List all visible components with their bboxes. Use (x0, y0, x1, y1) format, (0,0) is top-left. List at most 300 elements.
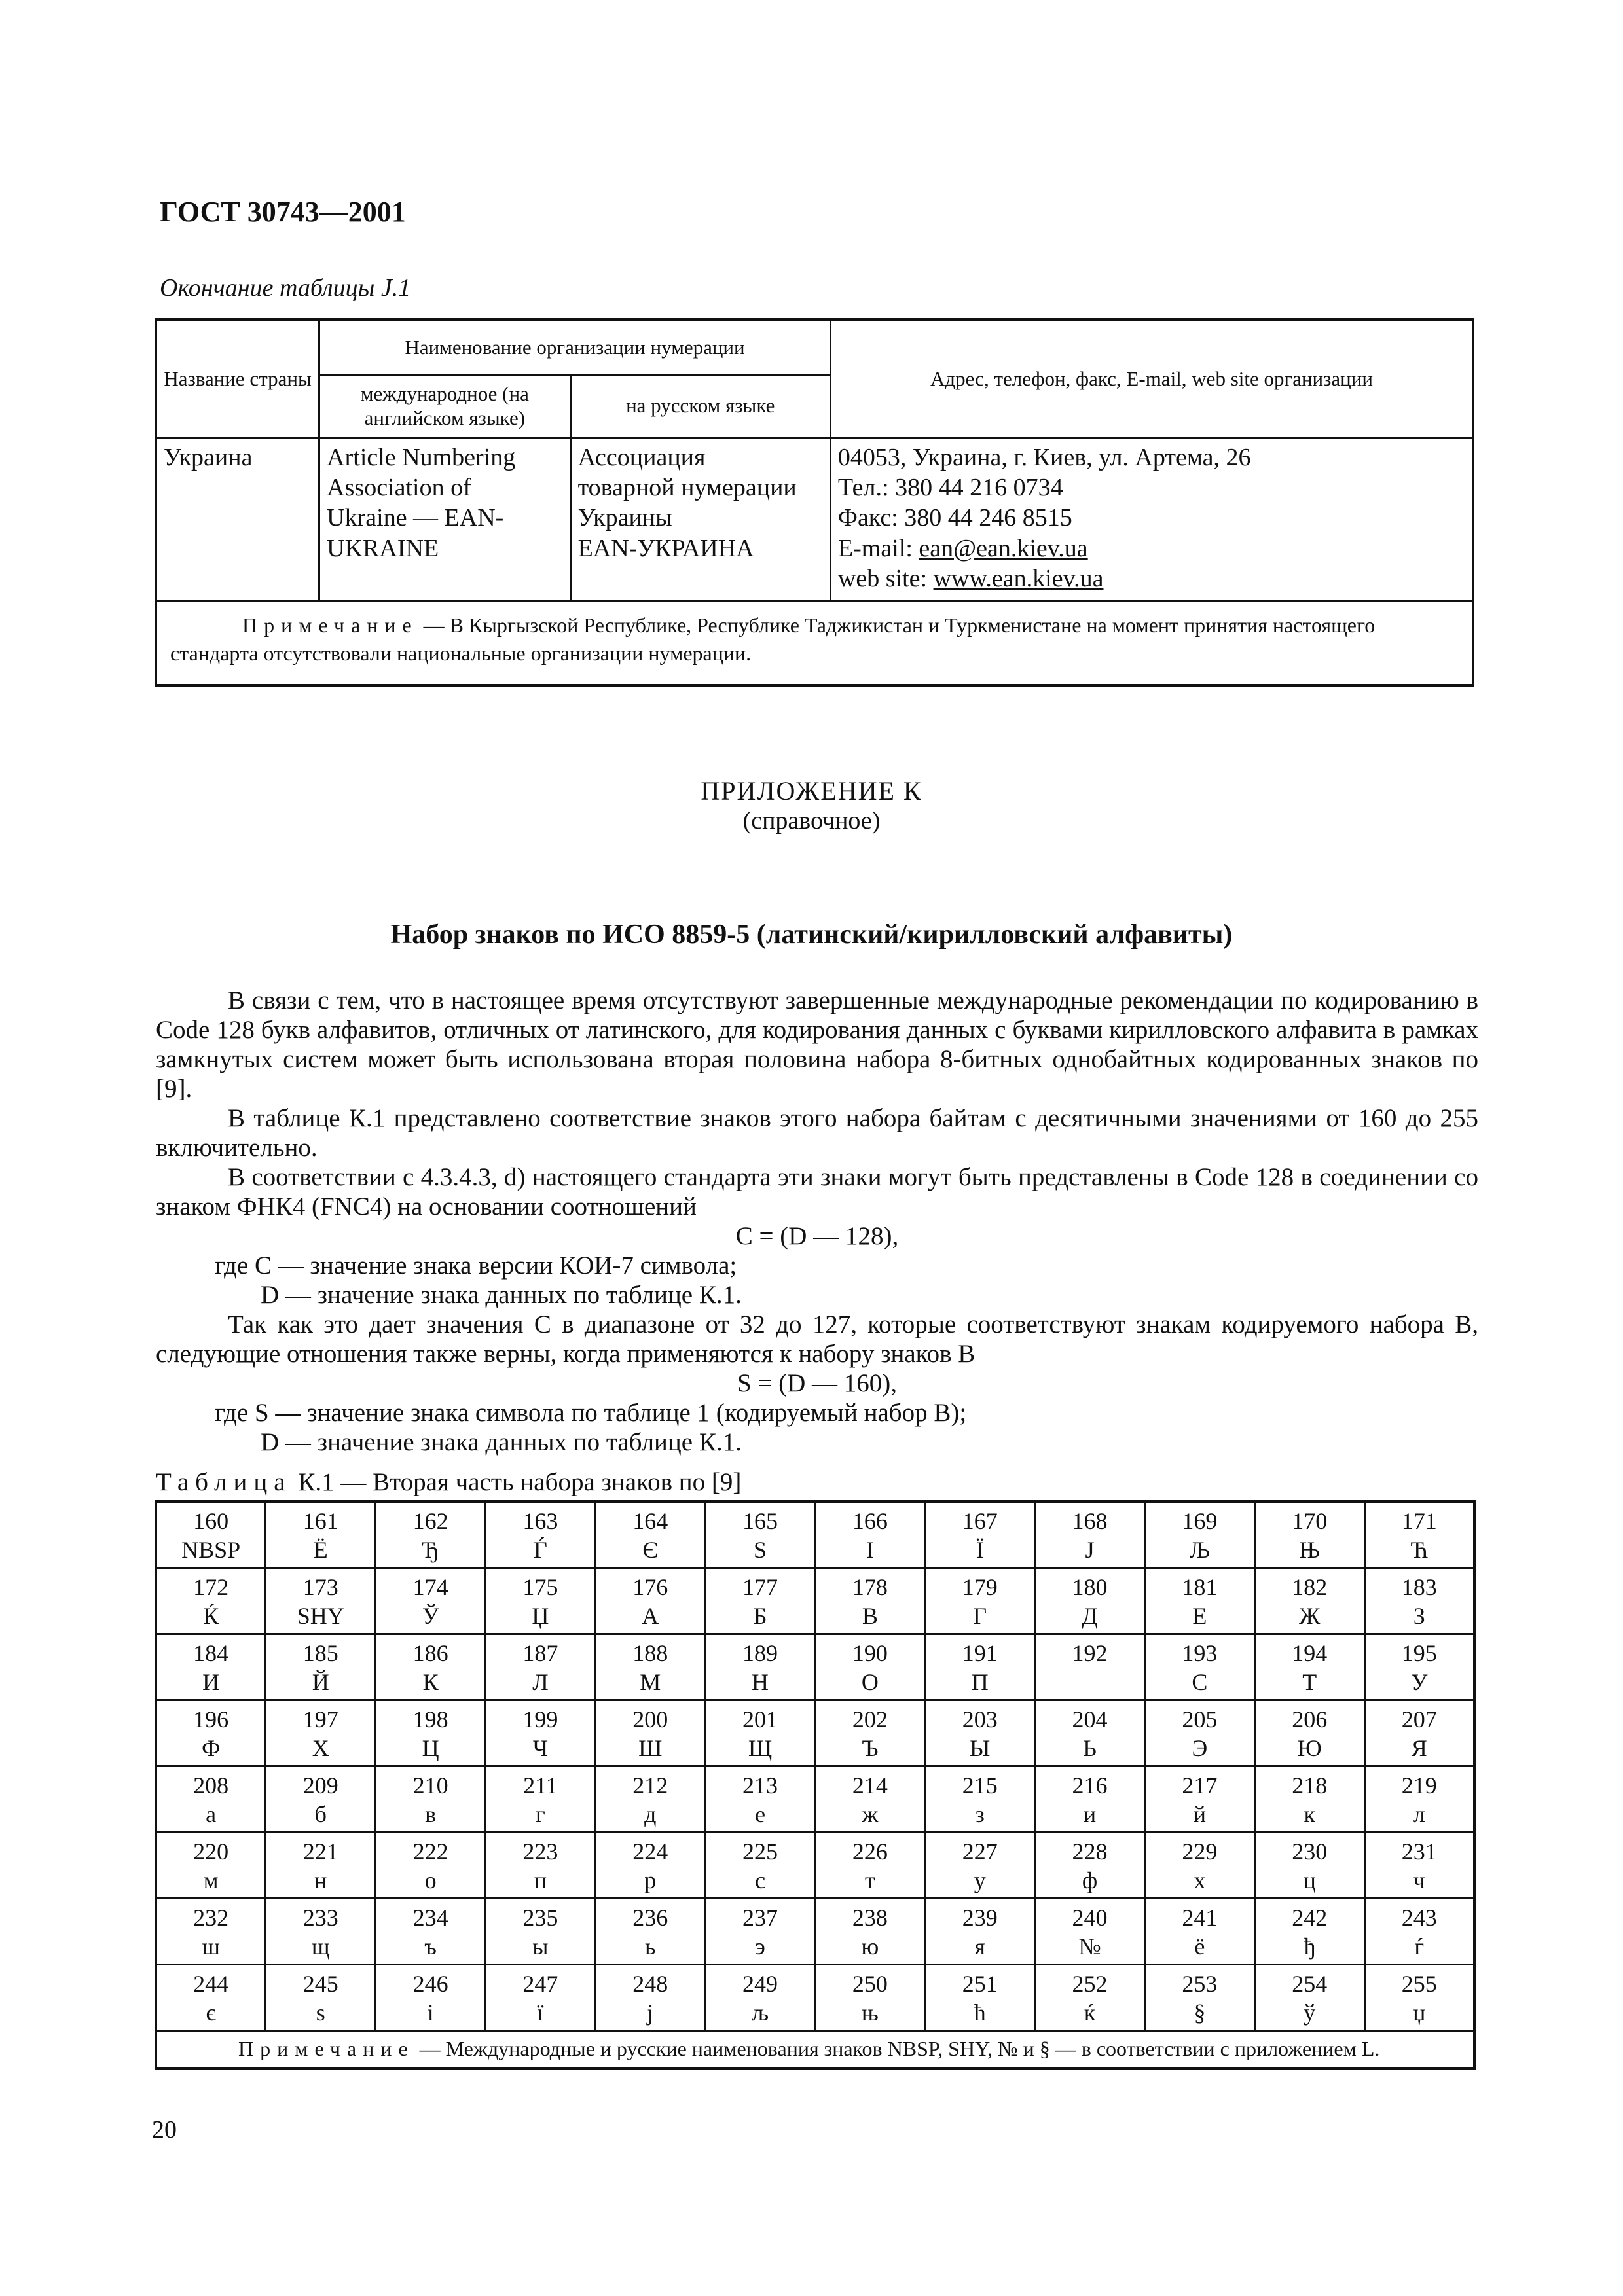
table-row (156, 437, 1473, 601)
char-cell (595, 1700, 705, 1767)
char-cell (1254, 1965, 1364, 2031)
char-glyph: Ѕ (754, 1537, 767, 1563)
char-glyph: е (755, 1801, 766, 1827)
char-code: 197 (302, 1706, 338, 1732)
char-glyph: њ (861, 2000, 879, 2026)
char-cell (705, 1767, 815, 1833)
char-glyph: М (640, 1669, 661, 1695)
char-cell (266, 1700, 376, 1767)
note-label: Примечание (242, 613, 418, 637)
char-code: 196 (193, 1706, 229, 1732)
char-glyph: щ (311, 1933, 330, 1960)
char-cell (815, 1899, 925, 1965)
document-header: ГОСТ 30743—2001 (160, 196, 406, 228)
char-code: 246 (412, 1971, 448, 1997)
char-glyph: NBSP (181, 1537, 241, 1563)
char-glyph: ѕ (316, 2000, 325, 2026)
char-code: 190 (852, 1640, 888, 1666)
appendix-title: ПРИЛОЖЕНИЕ К (701, 776, 922, 806)
char-cell (705, 1501, 815, 1568)
char-code: 248 (632, 1971, 668, 1997)
char-glyph: Љ (1189, 1537, 1211, 1563)
char-glyph: й (1193, 1801, 1206, 1827)
char-code: 181 (1182, 1574, 1218, 1600)
table-note (156, 2031, 1474, 2069)
char-code: 231 (1401, 1839, 1437, 1865)
char-cell (815, 1501, 925, 1568)
char-glyph: і (427, 2000, 434, 2026)
char-glyph: ѓ (1414, 1933, 1425, 1960)
char-code: 184 (193, 1640, 229, 1666)
char-code: 192 (1072, 1640, 1108, 1666)
char-cell (266, 1634, 376, 1700)
char-glyph: О (861, 1669, 879, 1695)
char-code: 221 (302, 1839, 338, 1865)
char-code: 240 (1072, 1905, 1108, 1931)
header-russian-name: на русском языке (570, 374, 830, 437)
cell-country: Украина (156, 437, 319, 601)
char-code: 228 (1072, 1839, 1108, 1865)
char-glyph: к (1304, 1801, 1315, 1827)
char-cell (1254, 1634, 1364, 1700)
char-code: 205 (1182, 1706, 1218, 1732)
char-cell (485, 1501, 595, 1568)
char-code: 164 (632, 1508, 668, 1534)
char-glyph: х (1194, 1867, 1206, 1893)
char-glyph: ы (532, 1933, 549, 1960)
char-glyph: Џ (532, 1603, 549, 1629)
char-cell (815, 1965, 925, 2031)
char-glyph: Ш (638, 1735, 663, 1761)
char-code: 244 (193, 1971, 229, 1997)
char-glyph: т (865, 1867, 875, 1893)
char-code: 206 (1292, 1706, 1328, 1732)
char-code: 230 (1292, 1839, 1328, 1865)
char-glyph: ц (1303, 1867, 1316, 1893)
char-glyph: § (1194, 2000, 1206, 2026)
char-cell (1364, 1634, 1474, 1700)
char-code: 179 (962, 1574, 998, 1600)
char-glyph: љ (751, 2000, 769, 2026)
char-glyph: Њ (1299, 1537, 1320, 1563)
char-cell (705, 1899, 815, 1965)
char-code: 234 (412, 1905, 448, 1931)
char-code: 170 (1292, 1508, 1328, 1534)
char-glyph: р (644, 1867, 657, 1893)
char-cell (376, 1568, 486, 1634)
char-glyph: д (644, 1801, 657, 1827)
char-cell (815, 1833, 925, 1899)
char-cell (1035, 1767, 1145, 1833)
char-glyph: Ж (1299, 1603, 1321, 1629)
char-code: 188 (632, 1640, 668, 1666)
char-glyph: Е (1192, 1603, 1207, 1629)
char-glyph: б (314, 1801, 327, 1827)
char-code: 198 (412, 1706, 448, 1732)
char-glyph: н (314, 1867, 327, 1893)
text-line: Association of (327, 473, 471, 501)
char-code: 219 (1401, 1772, 1437, 1799)
char-glyph: Ѓ (533, 1537, 547, 1563)
char-code: 214 (852, 1772, 888, 1799)
char-code: 224 (632, 1839, 668, 1865)
char-code: 183 (1401, 1574, 1437, 1600)
char-cell (815, 1568, 925, 1634)
char-cell (595, 1568, 705, 1634)
cell-contacts (830, 437, 1473, 601)
char-cell (1144, 1833, 1254, 1899)
char-glyph: Ю (1297, 1735, 1322, 1761)
address-line: 04053, Украина, г. Киев, ул. Артема, 26 (837, 443, 1251, 471)
char-cell (1035, 1501, 1145, 1568)
table-row (156, 1899, 1474, 1965)
text-line: EAN-УКРАИНА (577, 534, 754, 562)
char-code: 202 (852, 1706, 888, 1732)
header-org-name: Наименование организации нумерации (319, 319, 831, 374)
char-code: 204 (1072, 1706, 1108, 1732)
char-cell (266, 1568, 376, 1634)
char-glyph: Х (312, 1735, 329, 1761)
char-glyph: ў (1304, 2000, 1316, 2026)
char-code: 235 (522, 1905, 558, 1931)
char-cell (1364, 1833, 1474, 1899)
web-line (838, 564, 1465, 594)
header-country: Название страны (156, 319, 319, 437)
char-cell (925, 1965, 1035, 2031)
char-cell (1144, 1899, 1254, 1965)
char-cell (1144, 1501, 1254, 1568)
char-glyph: К (422, 1669, 439, 1695)
char-cell (595, 1965, 705, 2031)
char-code: 232 (193, 1905, 229, 1931)
char-glyph: ї (537, 2000, 544, 2026)
char-code: 193 (1182, 1640, 1218, 1666)
char-code: 216 (1072, 1772, 1108, 1799)
char-code: 223 (522, 1839, 558, 1865)
cell-intl-name (319, 437, 570, 601)
char-cell (1364, 1501, 1474, 1568)
email-link[interactable]: ean@ean.kiev.ua (919, 534, 1088, 562)
char-glyph: Ё (313, 1537, 328, 1563)
char-code: 212 (632, 1772, 668, 1799)
definition: где C — значение знака версии КОИ-7 символа; (215, 1251, 737, 1280)
char-code: 225 (742, 1839, 778, 1865)
char-cell (156, 1700, 266, 1767)
phone-line: Тел.: 380 44 216 0734 (837, 473, 1063, 501)
char-glyph: ж (862, 1801, 879, 1827)
char-glyph: э (755, 1933, 765, 1960)
table-row (156, 1634, 1474, 1700)
char-cell (815, 1634, 925, 1700)
char-glyph: ч (1413, 1867, 1425, 1893)
char-code: 178 (852, 1574, 888, 1600)
char-code: 249 (742, 1971, 778, 1997)
char-glyph: Ц (422, 1735, 439, 1761)
char-cell (266, 1899, 376, 1965)
text-line: Ukraine — EAN- (327, 504, 504, 532)
char-cell (376, 1634, 486, 1700)
char-cell (595, 1634, 705, 1700)
text-line: Article Numbering (327, 443, 516, 471)
note-text: — Международные и русские наименования знаков NBSP, SHY, № и § — в соответствии с приложением L. (414, 2037, 1380, 2060)
char-code: 226 (852, 1839, 888, 1865)
char-cell (266, 1767, 376, 1833)
char-code: 250 (852, 1971, 888, 1997)
body-text (156, 986, 1478, 1457)
char-glyph: м (203, 1867, 219, 1893)
char-cell (1144, 1700, 1254, 1767)
char-cell (925, 1833, 1035, 1899)
char-code: 222 (412, 1839, 448, 1865)
char-cell (1144, 1965, 1254, 2031)
char-glyph: З (1413, 1603, 1425, 1629)
char-glyph: ь (645, 1933, 656, 1960)
note-text: — В Кыргызской Республике, Республике Таджикистан и Туркменистане на момент принятия настоящего стандарта отсутствовали национальные организации нумерации. (170, 613, 1376, 665)
caption-text: К.1 — Вторая часть набора знаков по [9] (291, 1468, 742, 1496)
table-row (156, 1700, 1474, 1767)
char-glyph: № (1078, 1933, 1101, 1960)
char-glyph: ю (861, 1933, 879, 1960)
char-code: 189 (742, 1640, 778, 1666)
char-code: 215 (962, 1772, 998, 1799)
char-cell (595, 1899, 705, 1965)
char-glyph: Л (532, 1669, 549, 1695)
char-cell (1364, 1899, 1474, 1965)
char-glyph: Г (973, 1603, 987, 1629)
char-glyph: Ћ (1410, 1537, 1429, 1563)
char-cell (1144, 1767, 1254, 1833)
char-cell (925, 1899, 1035, 1965)
char-code: 160 (193, 1508, 229, 1534)
char-glyph: ё (1194, 1933, 1205, 1960)
char-cell (266, 1965, 376, 2031)
char-glyph: У (1411, 1669, 1428, 1695)
char-glyph: Д (1082, 1603, 1098, 1629)
char-code: 254 (1292, 1971, 1328, 1997)
char-cell (376, 1965, 486, 2031)
char-glyph: ђ (1304, 1933, 1315, 1960)
char-code: 162 (412, 1508, 448, 1534)
char-cell (485, 1634, 595, 1700)
text-line: Ассоциация (577, 443, 706, 471)
char-glyph: А (642, 1603, 659, 1629)
char-code: 171 (1401, 1508, 1437, 1534)
char-glyph: з (975, 1801, 985, 1827)
char-code: 174 (412, 1574, 448, 1600)
char-glyph: в (425, 1801, 437, 1827)
char-code: 253 (1182, 1971, 1218, 1997)
organization-table (155, 318, 1474, 687)
text-line: товарной нумерации (577, 473, 797, 501)
char-code: 176 (632, 1574, 668, 1600)
definition: где S — значение знака символа по таблице 1 (кодируемый набор B); (215, 1399, 967, 1427)
char-glyph: Й (312, 1669, 329, 1695)
char-cell (1035, 1965, 1145, 2031)
email-line (838, 533, 1465, 564)
definition: D — значение знака данных по таблице К.1. (261, 1281, 742, 1309)
char-code: 167 (962, 1508, 998, 1534)
char-cell (1364, 1568, 1474, 1634)
char-code: 239 (962, 1905, 998, 1931)
char-code: 238 (852, 1905, 888, 1931)
website-link[interactable]: www.ean.kiev.ua (933, 564, 1104, 592)
char-code: 166 (852, 1508, 888, 1534)
char-cell (1364, 1700, 1474, 1767)
char-code: 185 (302, 1640, 338, 1666)
char-glyph: Я (1411, 1735, 1427, 1761)
char-cell (705, 1634, 815, 1700)
char-code: 220 (193, 1839, 229, 1865)
char-code: 247 (522, 1971, 558, 1997)
paragraph: В соответствии с 4.3.4.3, d) настоящего стандарта эти знаки могут быть представлены в Code 128 в соединении со знаком ФНК4 (FNC4) на основании соотношений (156, 1163, 1478, 1221)
char-code: 237 (742, 1905, 778, 1931)
char-cell (1035, 1568, 1145, 1634)
caption-label: Таблица (156, 1468, 292, 1496)
char-code: 165 (742, 1508, 778, 1534)
char-code: 210 (412, 1772, 448, 1799)
web-label: web site: (837, 564, 934, 592)
char-cell (705, 1833, 815, 1899)
char-code: 180 (1072, 1574, 1108, 1600)
char-cell (376, 1833, 486, 1899)
char-glyph: С (1192, 1669, 1208, 1695)
char-cell (156, 1965, 266, 2031)
char-glyph: И (202, 1669, 220, 1695)
char-cell (376, 1700, 486, 1767)
char-glyph: Ў (422, 1603, 439, 1629)
char-cell (595, 1767, 705, 1833)
char-cell (815, 1700, 925, 1767)
char-cell (1254, 1899, 1364, 1965)
cell-russian-name (570, 437, 830, 601)
char-cell (1364, 1767, 1474, 1833)
char-glyph: л (1413, 1801, 1425, 1827)
char-code: 182 (1292, 1574, 1328, 1600)
char-cell (925, 1501, 1035, 1568)
char-cell (266, 1833, 376, 1899)
char-glyph: ћ (974, 2000, 986, 2026)
char-code: 251 (962, 1971, 998, 1997)
char-glyph: Ы (970, 1735, 991, 1761)
char-code: 175 (522, 1574, 558, 1600)
char-cell (156, 1634, 266, 1700)
char-code: 227 (962, 1839, 998, 1865)
char-cell (1254, 1501, 1364, 1568)
char-cell (1254, 1700, 1364, 1767)
char-code: 172 (193, 1574, 229, 1600)
char-glyph: SHY (297, 1603, 344, 1629)
char-code: 211 (523, 1772, 558, 1799)
char-cell (376, 1899, 486, 1965)
char-glyph: а (206, 1801, 217, 1827)
char-glyph: Б (753, 1603, 767, 1629)
char-cell (925, 1700, 1035, 1767)
char-code: 242 (1292, 1905, 1328, 1931)
char-cell (376, 1501, 486, 1568)
char-glyph: ъ (424, 1933, 437, 1960)
char-cell (156, 1501, 266, 1568)
char-glyph: с (755, 1867, 766, 1893)
char-code: 169 (1182, 1508, 1218, 1534)
char-code: 187 (522, 1640, 558, 1666)
definition: D — значение знака данных по таблице К.1. (261, 1428, 742, 1456)
char-glyph: І (866, 1537, 874, 1563)
char-glyph: Є (642, 1537, 659, 1563)
char-code: 233 (302, 1905, 338, 1931)
formula: C = (D — 128), (735, 1222, 899, 1250)
char-code: 194 (1292, 1640, 1328, 1666)
text-line: Украины (577, 504, 672, 532)
char-code: 243 (1401, 1905, 1437, 1931)
char-glyph: ќ (1084, 2000, 1096, 2026)
char-code: 200 (632, 1706, 668, 1732)
header-contacts: Адрес, телефон, факс, E-mail, web site организации (830, 319, 1473, 437)
header-intl-name: международное (на английском языке) (319, 374, 570, 437)
char-cell (1144, 1634, 1254, 1700)
char-glyph: Ъ (862, 1735, 879, 1761)
char-cell (376, 1767, 486, 1833)
table-note-row (156, 2031, 1474, 2069)
char-cell (1035, 1700, 1145, 1767)
char-code: 173 (302, 1574, 338, 1600)
char-cell (1035, 1634, 1145, 1700)
char-code: 218 (1292, 1772, 1328, 1799)
char-glyph: Ї (976, 1537, 984, 1563)
char-glyph: В (862, 1603, 878, 1629)
char-cell (595, 1833, 705, 1899)
char-cell (485, 1767, 595, 1833)
char-code: 241 (1182, 1905, 1218, 1931)
section-title: Набор знаков по ИСО 8859-5 (латинский/кирилловский алфавиты) (390, 920, 1233, 950)
char-cell (156, 1568, 266, 1634)
char-code: 177 (742, 1574, 778, 1600)
char-glyph: џ (1413, 2000, 1426, 2026)
char-code: 199 (522, 1706, 558, 1732)
page-number: 20 (152, 2116, 177, 2144)
char-code: 203 (962, 1706, 998, 1732)
char-cell (925, 1634, 1035, 1700)
char-cell (1254, 1568, 1364, 1634)
char-glyph: Ђ (422, 1537, 440, 1563)
table-row (156, 1833, 1474, 1899)
char-cell (1035, 1899, 1145, 1965)
char-code: 168 (1072, 1508, 1108, 1534)
char-cell (925, 1767, 1035, 1833)
char-glyph: Ь (1083, 1735, 1097, 1761)
char-cell (925, 1568, 1035, 1634)
char-glyph: ф (1082, 1867, 1098, 1893)
char-glyph: Ч (532, 1735, 549, 1761)
char-cell (1144, 1568, 1254, 1634)
char-cell (266, 1501, 376, 1568)
char-cell (1364, 1965, 1474, 2031)
char-cell (485, 1899, 595, 1965)
char-glyph: о (424, 1867, 437, 1893)
char-glyph: є (206, 2000, 216, 2026)
char-glyph: ј (647, 2000, 654, 2026)
char-glyph: П (971, 1669, 989, 1695)
char-cell (595, 1501, 705, 1568)
char-glyph: Т (1302, 1669, 1317, 1695)
char-code: 252 (1072, 1971, 1108, 1997)
paragraph: Так как это дает значения C в диапазоне от 32 до 127, которые соответствуют знакам кодируемого набора B, следующие отношения также верны, когда применяются к набору знаков B (156, 1310, 1478, 1368)
char-cell (705, 1700, 815, 1767)
charset-table (155, 1500, 1476, 2070)
char-glyph: г (536, 1801, 545, 1827)
char-code: 201 (742, 1706, 778, 1732)
text-line: UKRAINE (327, 534, 439, 562)
table-row (156, 1767, 1474, 1833)
